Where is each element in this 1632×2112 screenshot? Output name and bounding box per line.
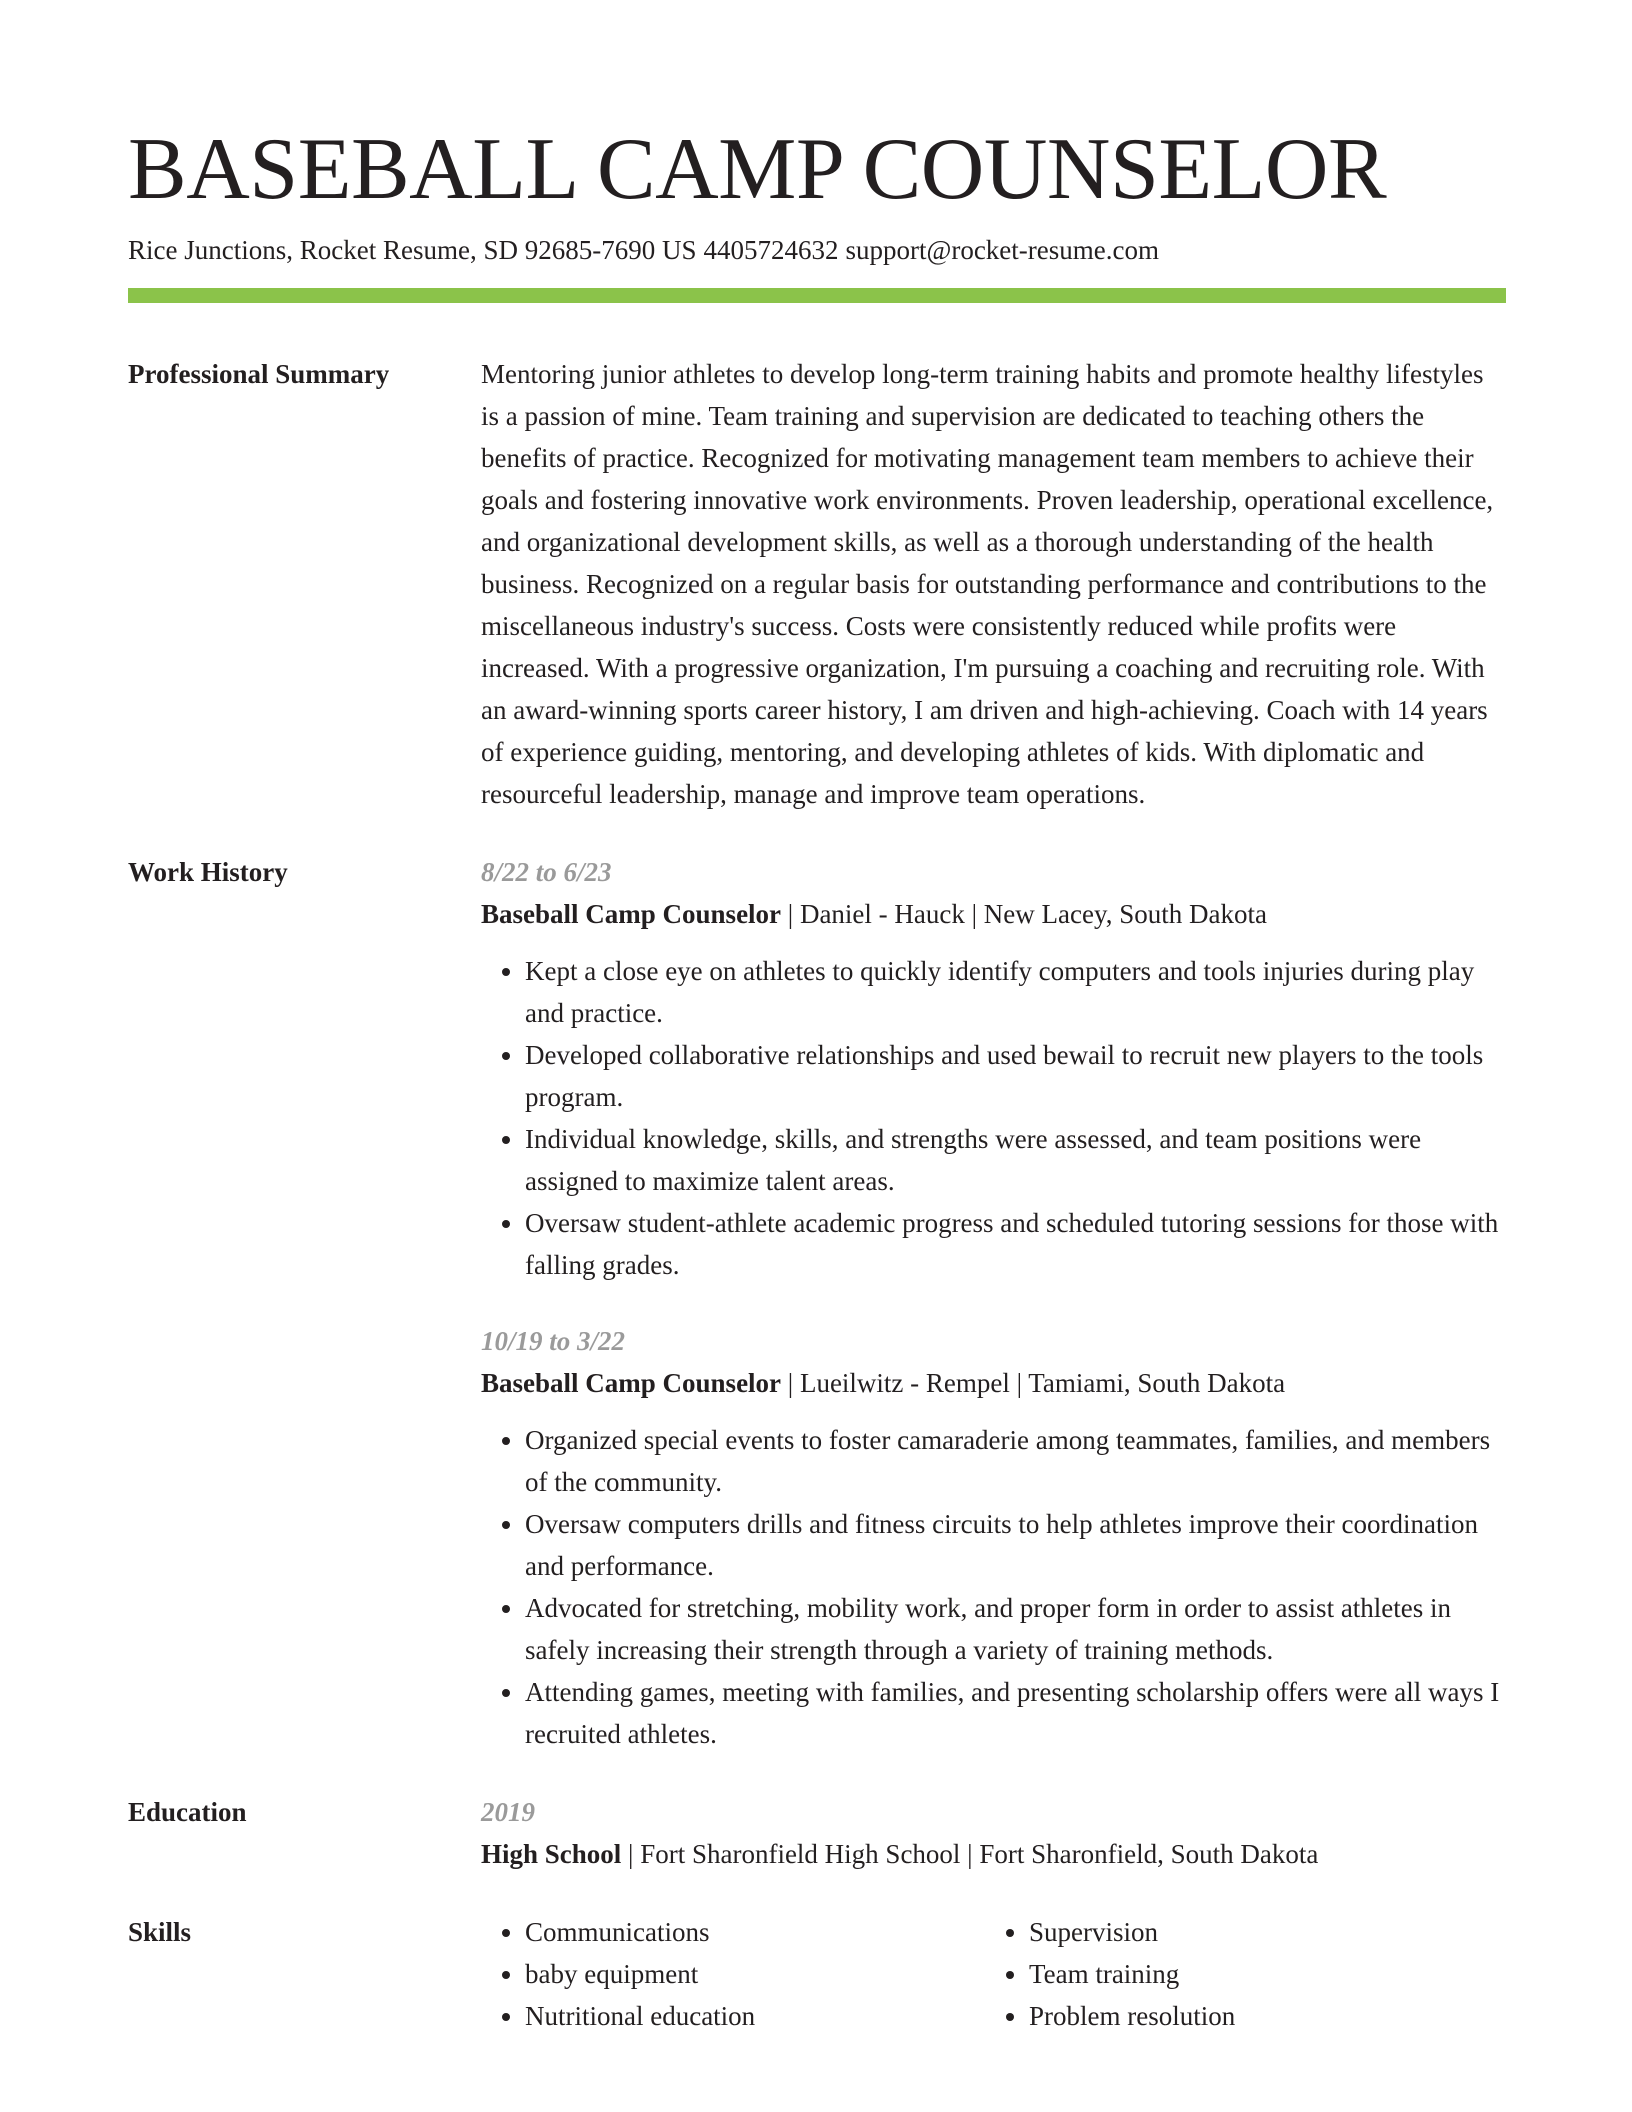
- skill-item: • Supervision: [1029, 1911, 1489, 1953]
- skills-column-1: [481, 1911, 985, 2037]
- work-history-heading: Work History: [128, 857, 288, 887]
- job-bullet: • Oversaw student-athlete academic progress and scheduled tutoring sessions for those with falling grades.: [525, 1202, 1506, 1286]
- job-title: Baseball Camp Counselor: [481, 1368, 782, 1398]
- job-bullet: • Individual knowledge, skills, and strengths were assessed, and team positions were assigned to maximize talent areas.: [525, 1118, 1506, 1202]
- job-role-line: [481, 1362, 1506, 1404]
- job-role-line: [481, 893, 1506, 935]
- job-dates: 10/19 to 3/22: [481, 1326, 626, 1356]
- resume-page: [128, 120, 1506, 2037]
- work-history-section: [128, 851, 1506, 1755]
- skill-item: • Team training: [1029, 1953, 1489, 1995]
- education-line: [481, 1833, 1506, 1875]
- education-heading: Education: [128, 1797, 247, 1827]
- skills-heading: Skills: [128, 1917, 192, 1947]
- job-bullet: • Organized special events to foster camaraderie among teammates, families, and members of the community.: [525, 1419, 1506, 1503]
- skills-column-2: [985, 1911, 1489, 2037]
- education-year: 2019: [481, 1797, 535, 1827]
- summary-heading: Professional Summary: [128, 359, 390, 389]
- skills-section: [128, 1911, 1506, 2037]
- job-title: Baseball Camp Counselor: [481, 899, 782, 929]
- header-divider: [128, 288, 1506, 303]
- job-details: | Daniel - Hauck | New Lacey, South Dakota: [781, 899, 1267, 929]
- skill-item: • Nutritional education: [525, 1995, 985, 2037]
- contact-phone: 4405724632: [703, 235, 839, 265]
- contact-address: Rice Junctions, Rocket Resume, SD 92685-7690 US: [128, 235, 697, 265]
- resume-title: BASEBALL CAMP COUNSELOR: [128, 121, 1387, 218]
- contact-line: [128, 232, 1506, 268]
- skill-item: • Communications: [525, 1911, 985, 1953]
- job-bullet: • Attending games, meeting with families, and presenting scholarship offers were all ways I recruited athletes.: [525, 1671, 1506, 1755]
- job-bullets: [481, 950, 1506, 1286]
- job-bullet: • Oversaw computers drills and fitness circuits to help athletes improve their coordination and performance.: [525, 1503, 1506, 1587]
- job-entry: [481, 851, 1506, 1286]
- summary-text: Mentoring junior athletes to develop long-term training habits and promote healthy lifestyles is a passion of mine. Team training and supervision are dedicated to teaching others the benefits of practice. Recognized for motivating management team members to achieve their goals and fostering innovative work environments. Proven leadership, operational excellence, and organizational development skills, as well as a thorough understanding of the health business. Recognized on a regular basis for outstanding performance and contributions to the miscellaneous industry's success. Costs were consistently reduced while profits were increased. With a progressive organization, I'm pursuing a coaching and recruiting role. With an award-winning sports career history, I am driven and high-achieving. Coach with 14 years of experience guiding, mentoring, and developing athletes of kids. With diplomatic and resourceful leadership, manage and improve team operations.: [481, 359, 1494, 809]
- contact-email: support@rocket-resume.com: [845, 235, 1159, 265]
- job-bullet: • Developed collaborative relationships and used bewail to recruit new players to the tools program.: [525, 1034, 1506, 1118]
- job-entry: [481, 1320, 1506, 1755]
- summary-section: [128, 353, 1506, 815]
- job-dates: 8/22 to 6/23: [481, 857, 612, 887]
- education-degree: High School: [481, 1839, 622, 1869]
- skills-columns: [481, 1911, 1506, 2037]
- education-details: | Fort Sharonfield High School | Fort Sharonfield, South Dakota: [621, 1839, 1319, 1869]
- skill-item: • Problem resolution: [1029, 1995, 1489, 2037]
- education-section: [128, 1791, 1506, 1875]
- skill-item: • baby equipment: [525, 1953, 985, 1995]
- job-bullets: [481, 1419, 1506, 1755]
- job-bullet: • Kept a close eye on athletes to quickly identify computers and tools injuries during play and practice.: [525, 950, 1506, 1034]
- job-bullet: • Advocated for stretching, mobility work, and proper form in order to assist athletes in safely increasing their strength through a variety of training methods.: [525, 1587, 1506, 1671]
- job-details: | Lueilwitz - Rempel | Tamiami, South Dakota: [781, 1368, 1286, 1398]
